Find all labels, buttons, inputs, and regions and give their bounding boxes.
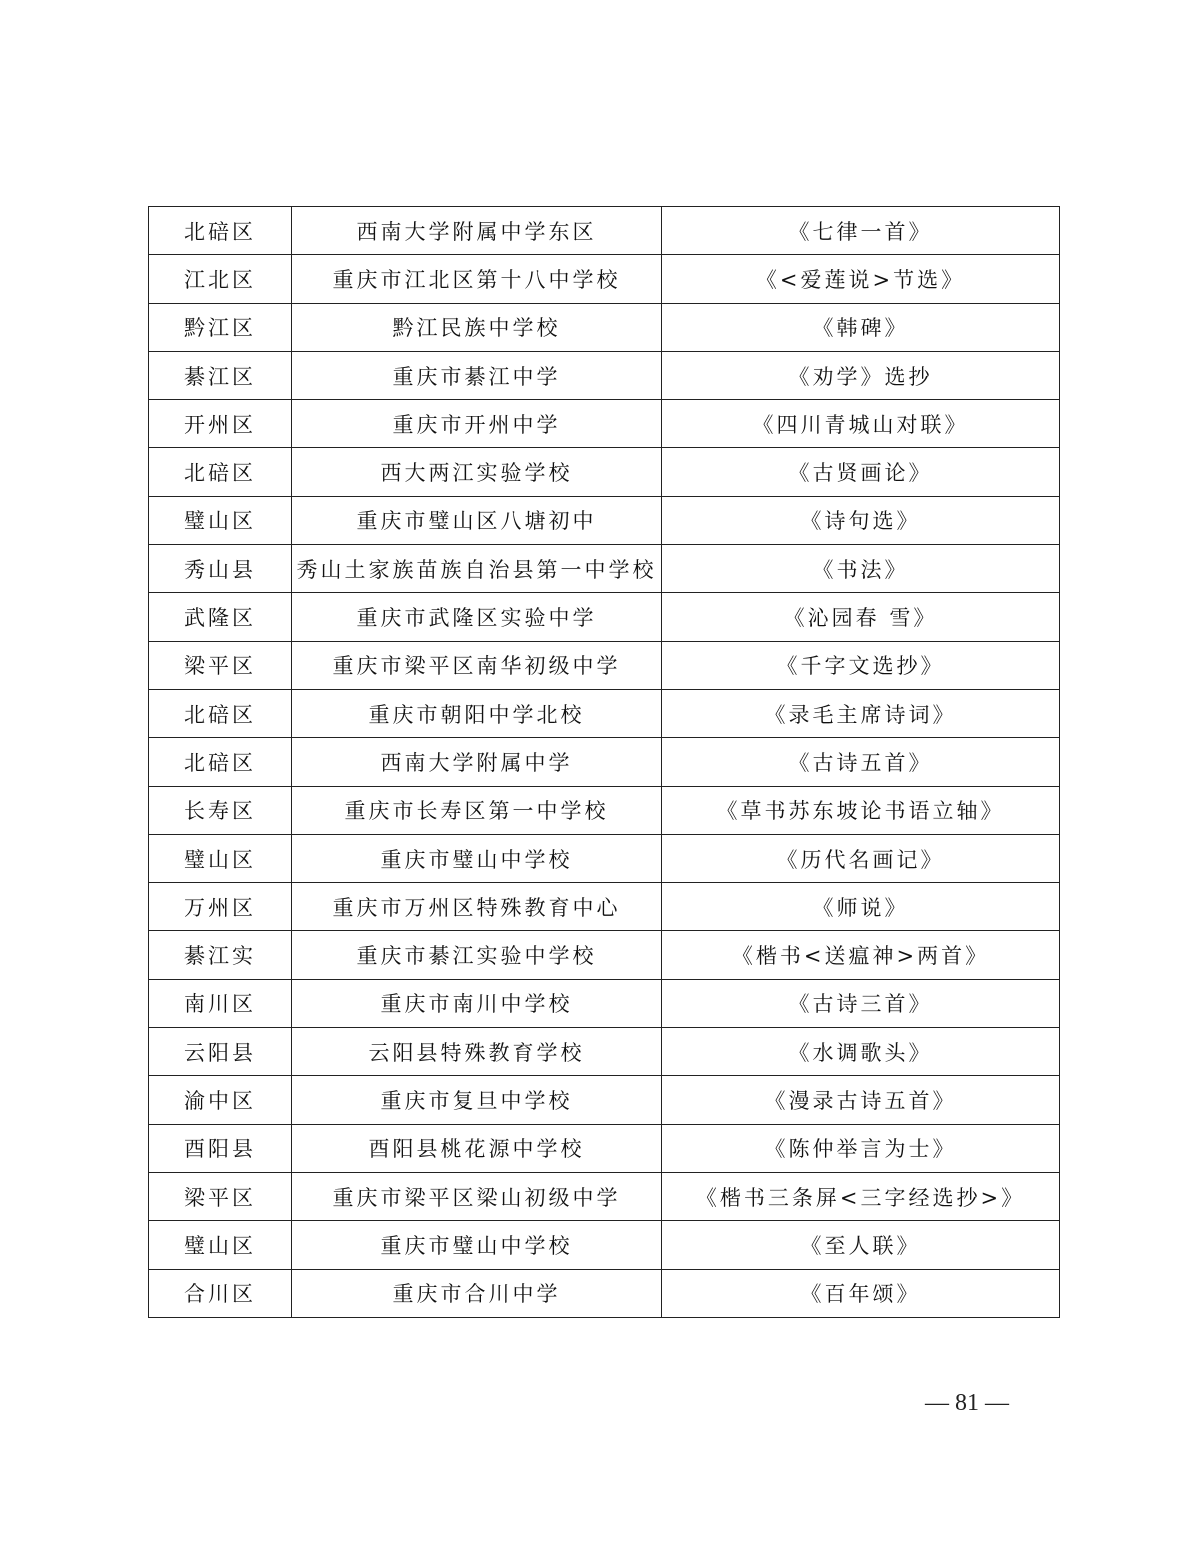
school-cell: 重庆市复旦中学校 [292,1076,662,1124]
work-title-cell: 《草书苏东坡论书语立轴》 [662,786,1060,834]
table-row [149,351,1060,399]
table-row [149,1124,1060,1172]
school-cell: 重庆市璧山中学校 [292,1221,662,1269]
school-cell: 酉阳县桃花源中学校 [292,1124,662,1172]
table-row [149,883,1060,931]
school-cell: 秀山土家族苗族自治县第一中学校 [292,545,662,593]
school-cell: 云阳县特殊教育学校 [292,1028,662,1076]
work-title-cell: 《劝学》选抄 [662,351,1060,399]
table-row [149,400,1060,448]
work-title-cell: 《漫录古诗五首》 [662,1076,1060,1124]
district-cell: 渝中区 [149,1076,292,1124]
table-row [149,689,1060,737]
work-title-cell: 《古诗五首》 [662,738,1060,786]
district-cell: 璧山区 [149,1221,292,1269]
work-title-cell: 《至人联》 [662,1221,1060,1269]
district-cell: 武隆区 [149,593,292,641]
table-row [149,1028,1060,1076]
table-row [149,786,1060,834]
district-cell: 璧山区 [149,496,292,544]
school-cell: 西南大学附属中学 [292,738,662,786]
district-cell: 黔江区 [149,303,292,351]
work-title-cell: 《韩碑》 [662,303,1060,351]
table-row [149,496,1060,544]
work-title-cell: 《沁园春 雪》 [662,593,1060,641]
work-title-cell: 《<爱莲说>节选》 [662,255,1060,303]
school-cell: 重庆市长寿区第一中学校 [292,786,662,834]
district-cell: 南川区 [149,979,292,1027]
school-cell: 重庆市开州中学 [292,400,662,448]
table-row [149,641,1060,689]
work-title-cell: 《书法》 [662,545,1060,593]
table-row [149,207,1060,255]
work-title-cell: 《七律一首》 [662,207,1060,255]
district-cell: 綦江实 [149,931,292,979]
district-cell: 云阳县 [149,1028,292,1076]
district-cell: 綦江区 [149,351,292,399]
school-cell: 西大两江实验学校 [292,448,662,496]
table-row [149,738,1060,786]
school-cell: 重庆市武隆区实验中学 [292,593,662,641]
school-cell: 重庆市璧山中学校 [292,834,662,882]
district-cell: 开州区 [149,400,292,448]
work-title-cell: 《百年颂》 [662,1269,1060,1317]
work-title-cell: 《陈仲举言为士》 [662,1124,1060,1172]
table-row [149,931,1060,979]
school-cell: 重庆市綦江中学 [292,351,662,399]
district-cell: 北碚区 [149,689,292,737]
work-title-cell: 《录毛主席诗词》 [662,689,1060,737]
table-row [149,834,1060,882]
school-cell: 重庆市万州区特殊教育中心 [292,883,662,931]
school-cell: 重庆市合川中学 [292,1269,662,1317]
district-cell: 梁平区 [149,1172,292,1220]
awards-table-body [149,207,1060,1318]
school-cell: 重庆市朝阳中学北校 [292,689,662,737]
work-title-cell: 《诗句选》 [662,496,1060,544]
school-cell: 重庆市梁平区南华初级中学 [292,641,662,689]
district-cell: 梁平区 [149,641,292,689]
table-row [149,1172,1060,1220]
work-title-cell: 《千字文选抄》 [662,641,1060,689]
work-title-cell: 《四川青城山对联》 [662,400,1060,448]
school-cell: 黔江民族中学校 [292,303,662,351]
table-row [149,255,1060,303]
school-cell: 西南大学附属中学东区 [292,207,662,255]
district-cell: 北碚区 [149,448,292,496]
district-cell: 万州区 [149,883,292,931]
table-row [149,1269,1060,1317]
work-title-cell: 《师说》 [662,883,1060,931]
school-cell: 重庆市綦江实验中学校 [292,931,662,979]
district-cell: 璧山区 [149,834,292,882]
district-cell: 北碚区 [149,207,292,255]
table-row [149,1076,1060,1124]
work-title-cell: 《楷书三条屏<三字经选抄>》 [662,1172,1060,1220]
school-cell: 重庆市梁平区梁山初级中学 [292,1172,662,1220]
district-cell: 北碚区 [149,738,292,786]
district-cell: 长寿区 [149,786,292,834]
school-cell: 重庆市南川中学校 [292,979,662,1027]
school-cell: 重庆市璧山区八塘初中 [292,496,662,544]
table-row [149,1221,1060,1269]
awards-table [148,206,1060,1318]
table-row [149,303,1060,351]
table-row [149,545,1060,593]
school-cell: 重庆市江北区第十八中学校 [292,255,662,303]
work-title-cell: 《历代名画记》 [662,834,1060,882]
district-cell: 酉阳县 [149,1124,292,1172]
work-title-cell: 《水调歌头》 [662,1028,1060,1076]
page-number: — 81 — [925,1390,1009,1416]
work-title-cell: 《古诗三首》 [662,979,1060,1027]
work-title-cell: 《古贤画论》 [662,448,1060,496]
table-row [149,979,1060,1027]
table-row [149,593,1060,641]
district-cell: 合川区 [149,1269,292,1317]
district-cell: 秀山县 [149,545,292,593]
table-row [149,448,1060,496]
work-title-cell: 《楷书<送瘟神>两首》 [662,931,1060,979]
district-cell: 江北区 [149,255,292,303]
